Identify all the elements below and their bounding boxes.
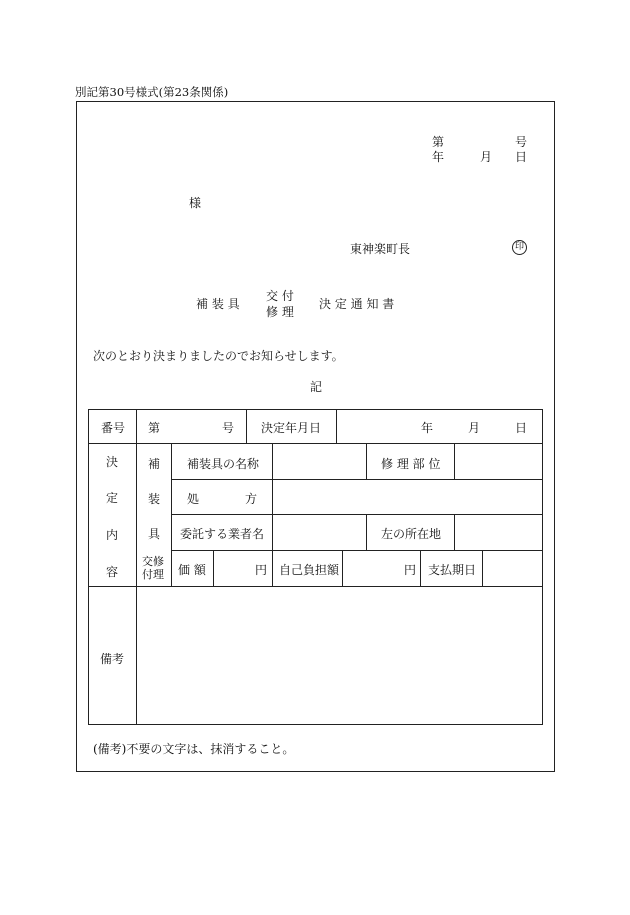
number-label: 番号 bbox=[101, 421, 126, 435]
form-label: 別記第30号様式(第23条関係) bbox=[75, 85, 229, 99]
prescription-label bbox=[187, 490, 257, 507]
type-label-top: 交修 bbox=[142, 555, 164, 568]
col-line bbox=[420, 550, 421, 586]
col-line bbox=[171, 443, 172, 586]
col-line bbox=[213, 550, 214, 586]
col-line bbox=[366, 443, 367, 479]
seal-mark: 印 bbox=[512, 240, 527, 255]
device-label-char: 具 bbox=[148, 527, 161, 541]
prescription-label-a: 処 bbox=[187, 492, 200, 506]
number-prefix: 第 bbox=[148, 421, 161, 435]
title-decision-notice: 決 定 通 知 書 bbox=[319, 297, 395, 311]
decision-label-char: 内 bbox=[106, 528, 119, 542]
decision-date-month: 月 bbox=[468, 421, 481, 435]
col-line bbox=[246, 409, 247, 443]
title-choice-issue: 交 付 bbox=[266, 289, 294, 303]
payment-due-label: 支払期日 bbox=[428, 563, 477, 577]
issuer-name: 東神楽町長 bbox=[350, 242, 411, 256]
notice-number-suffix: 号 bbox=[515, 135, 528, 149]
decision-label-char: 決 bbox=[106, 455, 119, 469]
self-pay-unit: 円 bbox=[404, 563, 417, 577]
decision-label-char: 容 bbox=[106, 565, 119, 579]
col-line bbox=[272, 443, 273, 550]
footnote: (備考)不要の文字は、抹消すること。 bbox=[93, 742, 295, 756]
col-line bbox=[342, 550, 343, 586]
location-label: 左の所在地 bbox=[381, 527, 442, 541]
row-line bbox=[171, 550, 543, 551]
notice-date-day: 日 bbox=[515, 150, 528, 164]
price-unit: 円 bbox=[255, 563, 268, 577]
col-line bbox=[454, 514, 455, 550]
decision-label-char: 定 bbox=[106, 491, 119, 505]
remarks-label: 備考 bbox=[100, 652, 125, 666]
notice-number-prefix: 第 bbox=[432, 135, 445, 149]
row-line bbox=[171, 479, 543, 480]
device-label-char: 補 bbox=[148, 457, 161, 471]
row-line bbox=[88, 586, 543, 587]
contractor-label: 委託する業者名 bbox=[180, 527, 265, 541]
body-text: 次のとおり決まりましたのでお知らせします。 bbox=[93, 349, 344, 363]
device-name-label: 補装具の名称 bbox=[187, 457, 260, 471]
col-line bbox=[136, 409, 137, 725]
self-pay-label: 自己負担額 bbox=[279, 563, 340, 577]
ki-label: 記 bbox=[310, 380, 323, 394]
addressee-suffix: 様 bbox=[189, 196, 202, 210]
repair-part-label: 修 理 部 位 bbox=[381, 457, 441, 471]
title-device: 補 装 具 bbox=[196, 297, 240, 311]
row-line bbox=[88, 443, 543, 444]
col-line bbox=[272, 550, 273, 586]
decision-date-year: 年 bbox=[421, 421, 434, 435]
col-line bbox=[454, 443, 455, 479]
prescription-label-b: 方 bbox=[244, 492, 257, 506]
notice-date-year: 年 bbox=[432, 150, 445, 164]
type-label-bottom: 付理 bbox=[142, 568, 164, 581]
device-label-char: 装 bbox=[148, 492, 161, 506]
row-line bbox=[171, 514, 543, 515]
col-line bbox=[482, 550, 483, 586]
number-suffix: 号 bbox=[222, 421, 235, 435]
decision-date-label: 決定年月日 bbox=[261, 421, 322, 435]
col-line bbox=[366, 514, 367, 550]
notice-date-month: 月 bbox=[480, 150, 493, 164]
col-line bbox=[336, 409, 337, 443]
price-label: 価 額 bbox=[178, 563, 206, 577]
decision-date-day: 日 bbox=[515, 421, 528, 435]
title-choice-repair: 修 理 bbox=[266, 305, 294, 319]
